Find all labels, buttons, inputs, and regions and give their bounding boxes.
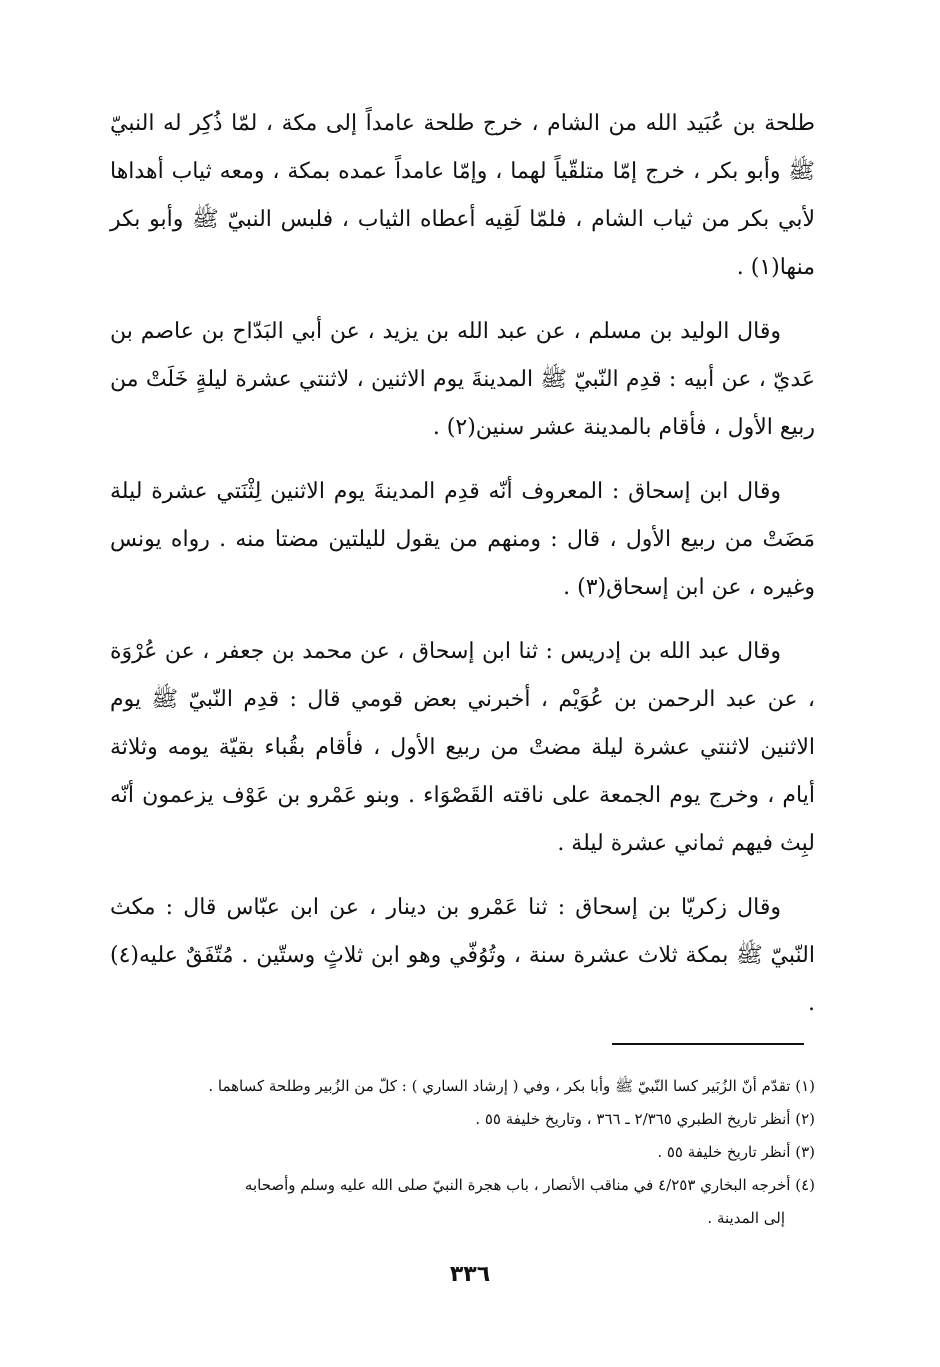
footnote-divider: [612, 1043, 804, 1045]
footnotes: [110, 1070, 815, 1235]
paragraph-3: وقال ابن إسحاق : المعروف أنّه قدِم المدينةَ يوم الاثنين لِثْنَتي عشرة ليلة مَضَتْ من ربيع الأول ، قال : ومنهم من يقول لليلتين مضتا منه . رواه يونس وغيره ، عن ابن إسحاق(٣) .: [110, 479, 816, 600]
footnote-4: (٤) أخرجه البخاري ٤/٢٥٣ في مناقب الأنصار ، باب هجرة النبيّ صلى الله عليه وسلم وأصحابه: [244, 1176, 815, 1194]
main-text: [110, 100, 815, 1044]
footnote-1: (١) تقدّم أنّ الزُبَير كسا النّبيّ ﷺ وأبا بكر ، وفي ( إرشاد الساري ) : كلّ من الزُبير وطلحة كساهما .: [208, 1077, 815, 1095]
paragraph-1: طلحة بن عُبَيد الله من الشام ، خرج طلحة عامداً إلى مكة ، لمّا ذُكِر له النبيّ ﷺ وأبو بكر ، خرج إمّا متلقّياً لهما ، وإمّا عامداً عمده بمكة ، ومعه ثياب أهداها لأبي بكر من ثياب الشام ، فلمّا لَقِيه أعطاه الثياب ، فلبس النبيّ ﷺ وأبو بكر منها(١) .: [110, 111, 815, 280]
paragraph-5: وقال زكريّا بن إسحاق : ثنا عَمْرو بن دينار ، عن ابن عبّاس قال : مكث النّبيّ ﷺ بمكة ثلاث عشرة سنة ، وتُوُفّي وهو ابن ثلاثٍ وستّين . مُتّفَقٌ عليه(٤) .: [110, 895, 815, 1016]
footnote-4-continuation: إلى المدينة .: [707, 1209, 785, 1227]
page-number: ٣٣٦: [449, 1262, 491, 1287]
footnote-2: (٢) أنظر تاريخ الطبري ٢/٣٦٥ ـ ٣٦٦ ، وتاريخ خليفة ٥٥ .: [475, 1110, 815, 1128]
paragraph-2: وقال الوليد بن مسلم ، عن عبد الله بن يزيد ، عن أبي البَدّاح بن عاصم بن عَديّ ، عن أبيه : قدِم النّبيّ ﷺ المدينةَ يوم الاثنين ، لاثنتي عشرة ليلةٍ خَلَتْ من ربيع الأول ، فأقام بالمدينة عشر سنين(٢) .: [110, 319, 815, 440]
footnote-3: (٣) أنظر تاريخ خليفة ٥٥ .: [657, 1143, 815, 1161]
paragraph-4: وقال عبد الله بن إدريس : ثنا ابن إسحاق ، عن محمد بن جعفر ، عن عُرْوَة ، عن عبد الرحمن بن عُوَيْم ، أخبرني بعض قومي قال : قدِم النّبيّ ﷺ يوم الاثنين لاثنتي عشرة ليلة مضتْ من ربيع الأول ، فأقام بقُباء بقيّة يومه وثلاثة أيام ، وخرج يوم الجمعة على ناقته القَصْوَاء . وبنو عَمْرو بن عَوْف يزعمون أنّه لبِث فيهم ثماني عشرة ليلة .: [110, 639, 815, 856]
